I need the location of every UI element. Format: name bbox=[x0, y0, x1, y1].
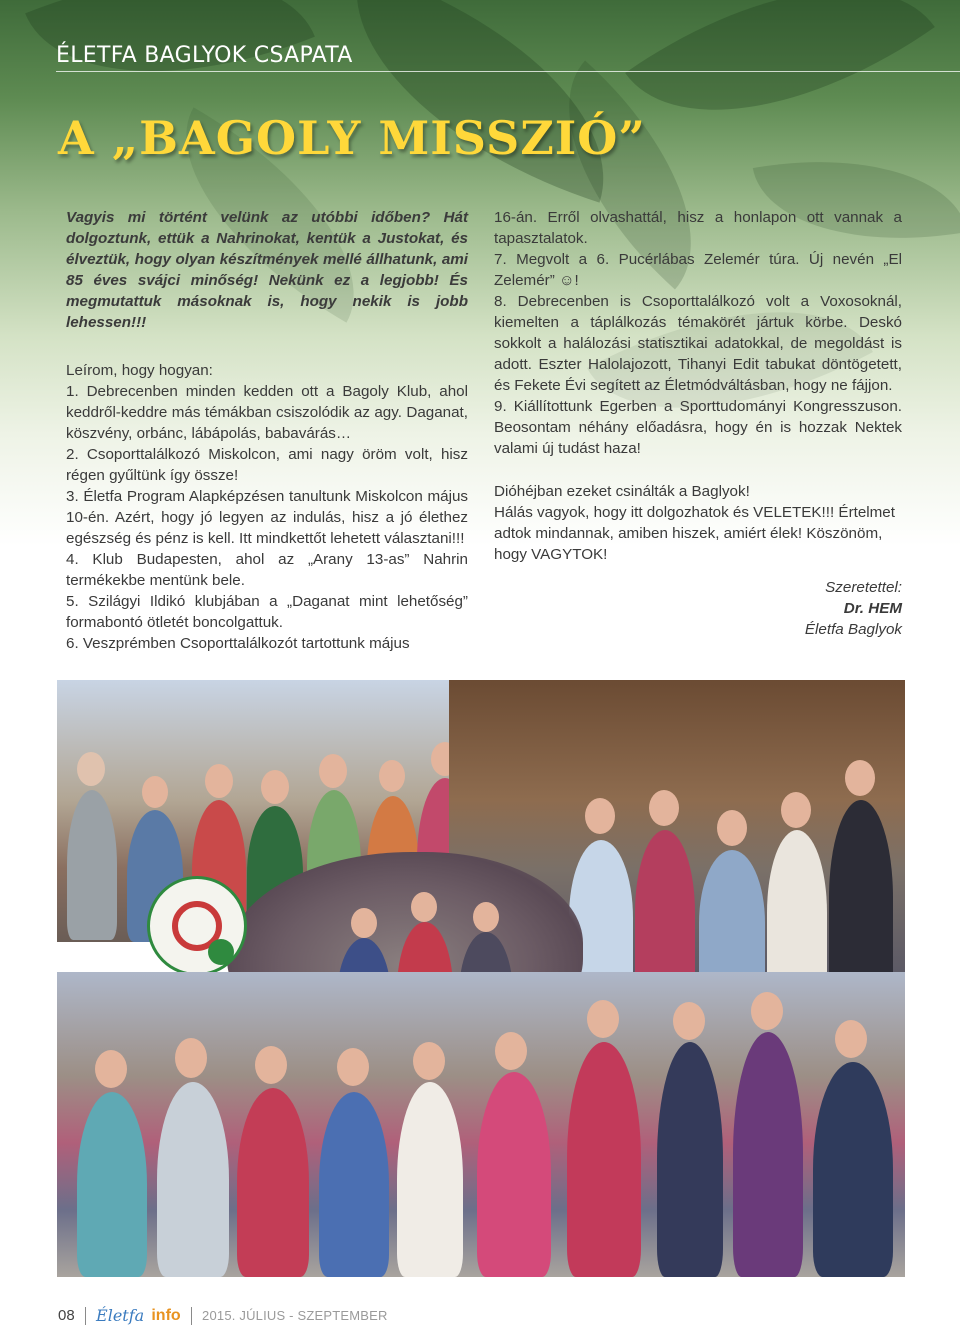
list-item: 5. Szilágyi Ildikó klubjában a „Daganat mint lehetőség” formabontó ötletét boncolgattuk. bbox=[66, 593, 468, 631]
signature-greeting: Szeretettel: bbox=[825, 579, 902, 596]
list-lead: Leírom, hogy hogyan: bbox=[66, 362, 213, 379]
closing-summary: Dióhéjban ezeket csinálták a Baglyok! bbox=[494, 483, 750, 500]
anniversary-logo bbox=[147, 876, 247, 976]
left-column bbox=[66, 207, 468, 654]
list-item: 4. Klub Budapesten, ahol az „Arany 13-as” Nahrin termékekbe mentünk bele. bbox=[66, 551, 468, 589]
article-title: A „BAGOLY MISSZIÓ” bbox=[58, 111, 646, 165]
footer-divider bbox=[191, 1307, 192, 1325]
list-item: 2. Csoporttalálkozó Miskolcon, ami nagy öröm volt, hisz régen gyűltünk így össze! bbox=[66, 446, 468, 484]
magazine-logo-script: Életfa bbox=[96, 1306, 145, 1326]
list-item: 3. Életfa Program Alapképzésen tanultunk Miskolcon május 10-én. Azért, hogy jó legyen az indulás, hisz a jó élethez egészség és pénz is kell. Itt mindkettőt lehetett választani!!! bbox=[66, 488, 468, 547]
list-item: 6. Veszprémben Csoporttalálkozót tartottunk május bbox=[66, 635, 410, 652]
list-item: 16-án. Erről olvashattál, hisz a honlapon ott vannak a tapasztalatok. bbox=[494, 209, 902, 247]
photo-collage bbox=[57, 680, 905, 1277]
list-item: 1. Debrecenben minden kedden ott a Bagoly Klub, ahol keddről-keddre más témákban csiszolódik az agy. Daganat, köszvény, orbánc, lábápolás, babavárás… bbox=[66, 383, 468, 442]
page-footer bbox=[58, 1303, 758, 1329]
group-photo bbox=[57, 972, 905, 1277]
section-title: ÉLETFA BAGLYOK CSAPATA bbox=[56, 40, 960, 72]
list-item: 7. Megvolt a 6. Pucérlábas Zelemér túra. Új nevén „El Zelemér” ☺! bbox=[494, 251, 902, 289]
list-item: 8. Debrecenben is Csoporttalálkozó volt a Voxosoknál, kiemelten a táplálkozás témakörét jártuk körbe. Deskó sokkolt a halálozási statisztikai adatokkal, de megoldást is adott. Eszter Halolajozott, Tihanyi Edit tabukat döntögetett, és Fekete Évi segített az Életmódváltásban, hogy ne fájjon. bbox=[494, 293, 902, 394]
signature-org: Életfa Baglyok bbox=[804, 621, 902, 638]
signature-name: Dr. HEM bbox=[843, 600, 902, 617]
closing-thanks: Hálás vagyok, hogy itt dolgozhatok és VELETEK!!! Értelmet adtok mindannak, amiben hiszek, amiért élek! Köszönöm, hogy VAGYTOK! bbox=[494, 504, 895, 563]
issue-date: 2015. JÚLIUS - SZEPTEMBER bbox=[202, 1308, 388, 1324]
list-item: 9. Kiállítottunk Egerben a Sporttudományi Kongresszuson. Beosontam néhány előadásra, hogy én is hozzak Nektek valami új tudást haza! bbox=[494, 398, 902, 457]
page-number: 08 bbox=[58, 1307, 75, 1325]
right-column bbox=[494, 207, 902, 640]
footer-divider bbox=[85, 1307, 86, 1325]
intro-paragraph: Vagyis mi történt velünk az utóbbi időben? Hát dolgoztunk, ettük a Nahrinokat, kentük a Justokat, és élveztük, hogy olyan készítmények mellé állhatunk, ami 85 éves svájci minőség! Nekünk ez a legjobb! És megmutattuk másoknak is, hogy nekik is jobb lehessen!!! bbox=[66, 209, 468, 331]
magazine-logo-info: info bbox=[151, 1307, 181, 1325]
